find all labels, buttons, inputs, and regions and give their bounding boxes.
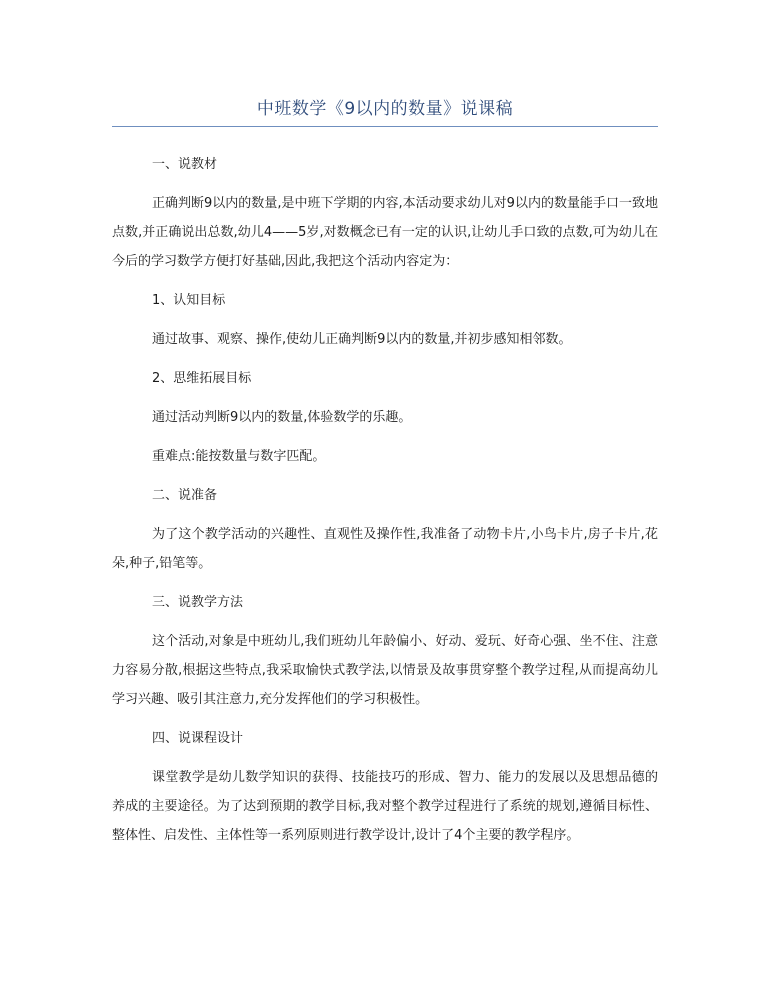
section-heading-preparation: 二、说准备 [152,488,218,503]
document-body [112,150,658,850]
paragraph-preparation: 为了这个教学活动的兴趣性、直观性及操作性,我准备了动物卡片,小鸟卡片,房子卡片,花朵,种子,铅笔等。 [112,527,658,571]
paragraph-key-points: 重难点:能按数量与数字匹配。 [152,449,326,464]
subheading-thinking-goal: 2、思维拓展目标 [152,371,252,386]
paragraph-teaching-method: 这个活动,对象是中班幼儿,我们班幼儿年龄偏小、好动、爱玩、好奇心强、坐不住、注意力容易分散,根据这些特点,我采取愉快式教学法,以情景及故事贯穿整个教学过程,从而提高幼儿学习兴趣、吸引其注意力,充分发挥他们的学习积极性。 [112,634,658,707]
subheading-cognitive-goal: 1、认知目标 [152,293,226,308]
section-heading-teaching-method: 三、说教学方法 [152,595,244,610]
section-heading-teaching-material: 一、说教材 [152,157,218,172]
paragraph-course-design: 课堂教学是幼儿数学知识的获得、技能技巧的形成、智力、能力的发展以及思想品德的养成的主要途径。为了达到预期的教学目标,我对整个教学过程进行了系统的规划,遵循目标性、整体性、启发性、主体性等一系列原则进行教学设计,设计了4个主要的教学程序。 [112,770,658,843]
section-heading-course-design: 四、说课程设计 [152,731,244,746]
paragraph-thinking-goal: 通过活动判断9以内的数量,体验数学的乐趣。 [152,410,412,425]
document-title: 中班数学《9以内的数量》说课稿 [256,99,514,119]
paragraph-cognitive-goal: 通过故事、观察、操作,使幼儿正确判断9以内的数量,并初步感知相邻数。 [152,332,572,347]
title-divider [112,126,658,127]
paragraph-teaching-material: 正确判断9以内的数量,是中班下学期的内容,本活动要求幼儿对9以内的数量能手口一致地点数,并正确说出总数,幼儿4——5岁,对数概念已有一定的认识,让幼儿手口致的点数,可为幼儿在今后的学习数学方便打好基础,因此,我把这个活动内容定为： [112,196,658,269]
